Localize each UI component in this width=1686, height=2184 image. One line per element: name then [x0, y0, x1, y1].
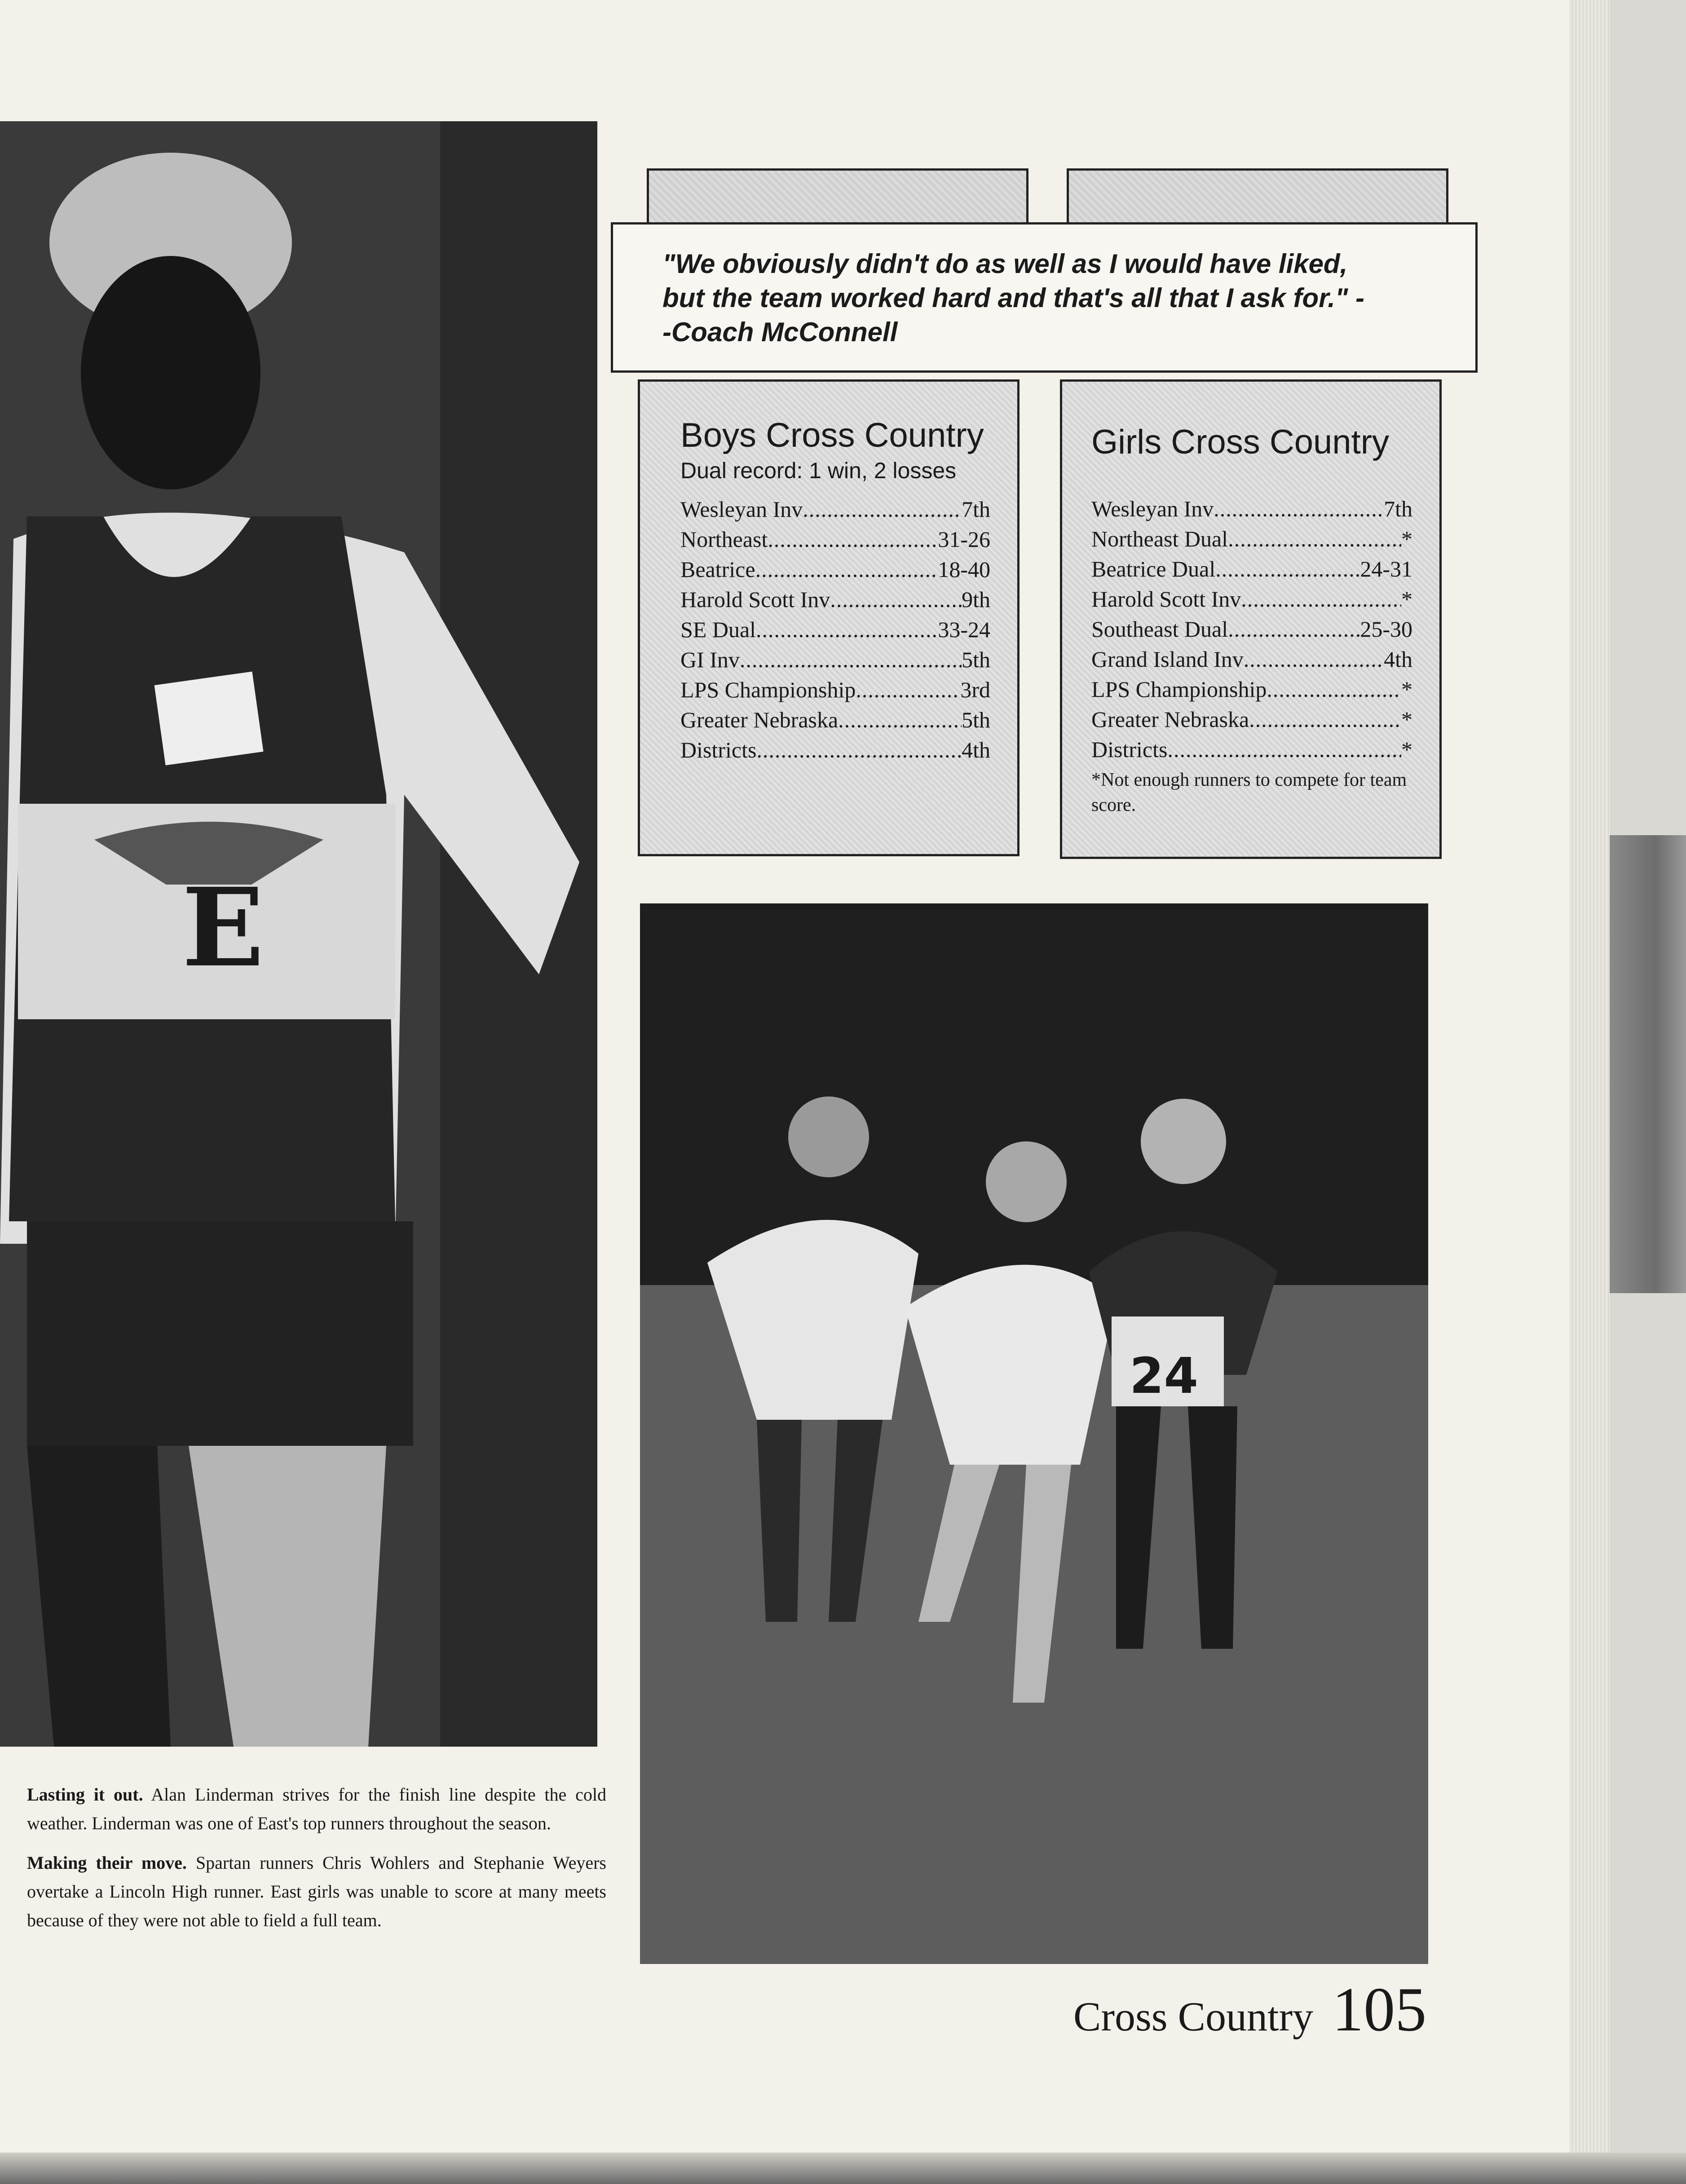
page-bottom-edge: [0, 2153, 1686, 2184]
result-row: [1091, 554, 1412, 584]
girls-runners-photo: [640, 903, 1428, 1964]
meet-name: LPS Championship: [1091, 677, 1267, 702]
leader-dots: [830, 585, 962, 615]
header-tab-left: [647, 168, 1028, 229]
leader-dots: [1267, 674, 1401, 705]
girls-results-title: Girls Cross Country: [1091, 423, 1389, 461]
meet-name: LPS Championship: [680, 677, 856, 702]
boys-results-title: Boys Cross Country: [680, 416, 984, 454]
meet-name: SE Dual: [680, 617, 756, 642]
runner-illustration: [0, 121, 597, 1747]
boys-results-box: [638, 379, 1020, 856]
leader-dots: [1244, 644, 1384, 674]
leader-dots: [1241, 584, 1401, 614]
meet-name: Grand Island Inv: [1091, 647, 1244, 672]
meet-result: 5th: [962, 707, 990, 732]
jersey-letter: E: [182, 864, 264, 991]
meet-result: 25-30: [1360, 616, 1412, 642]
boys-dual-record: Dual record: 1 win, 2 losses: [680, 458, 957, 483]
girls-results-list: [1091, 494, 1412, 765]
page-number: 105: [1332, 1975, 1427, 2044]
leader-dots: [838, 705, 962, 735]
meet-result: 18-40: [938, 557, 990, 582]
meet-result: 3rd: [960, 677, 990, 702]
meet-name: Greater Nebraska: [1091, 707, 1249, 732]
girls-runners-illustration: [640, 903, 1428, 1964]
meet-result: 4th: [962, 737, 990, 762]
boys-results-list: [680, 494, 990, 765]
leader-dots: [756, 615, 938, 645]
page-edges: [1569, 0, 1610, 2184]
meet-result: 4th: [1384, 647, 1412, 672]
meet-result: 9th: [962, 587, 990, 612]
coach-quote-box: [611, 222, 1478, 373]
meet-name: Beatrice Dual: [1091, 556, 1216, 581]
meet-name: Districts: [680, 737, 757, 762]
result-row: [680, 585, 990, 615]
result-row: [680, 645, 990, 675]
runner-bib-number: 24: [1130, 1347, 1199, 1405]
meet-name: Beatrice: [680, 557, 755, 582]
meet-result: *: [1401, 526, 1412, 551]
girls-results-box: [1060, 379, 1442, 859]
spine-light-band: [1610, 0, 1686, 835]
meet-name: Harold Scott Inv: [680, 587, 830, 612]
caption-lead: Making their move.: [27, 1853, 187, 1873]
meet-name: Northeast: [680, 527, 768, 552]
meet-result: 31-26: [938, 527, 990, 552]
spine-light-band: [1610, 1293, 1686, 2184]
meet-name: Greater Nebraska: [680, 707, 839, 732]
caption-text: Alan Linderman strives for the finish line despite the cold weather. Linderman was one of East's top runners throughout the season.: [27, 1784, 606, 1833]
result-row: [1091, 494, 1412, 524]
result-row: [1091, 674, 1412, 705]
result-row: [680, 615, 990, 645]
coach-quote: "We obviously didn't do as well as I would have liked, but the team worked hard and that's all that I ask for." - -Coach McConnell: [662, 249, 1364, 347]
result-row: [1091, 735, 1412, 765]
leader-dots: [1249, 705, 1401, 735]
leader-dots: [755, 555, 938, 585]
meet-result: *: [1401, 707, 1412, 732]
book-spine: [1610, 0, 1686, 2184]
result-row: [680, 555, 990, 585]
meet-name: GI Inv: [680, 647, 740, 672]
result-row: [1091, 644, 1412, 674]
leader-dots: [740, 645, 962, 675]
result-row: [680, 675, 990, 705]
leader-dots: [803, 494, 962, 524]
caption-runner: [27, 1780, 606, 1838]
meet-result: 33-24: [938, 617, 990, 642]
meet-name: Southeast Dual: [1091, 616, 1228, 642]
meet-name: Districts: [1091, 737, 1168, 762]
header-tab-right: [1067, 168, 1448, 229]
result-row: [680, 705, 990, 735]
meet-result: 24-31: [1360, 556, 1412, 581]
leader-dots: [1215, 554, 1360, 584]
meet-name: Northeast Dual: [1091, 526, 1228, 551]
leader-dots: [856, 675, 960, 705]
leader-dots: [1167, 735, 1401, 765]
result-row: [680, 735, 990, 765]
meet-result: 5th: [962, 647, 990, 672]
result-row: [680, 524, 990, 555]
leader-dots: [1228, 614, 1360, 644]
girls-footnote: *Not enough runners to compete for team score.: [1091, 770, 1407, 815]
result-row: [1091, 584, 1412, 614]
caption-lead: Lasting it out.: [27, 1784, 143, 1805]
result-row: [680, 494, 990, 524]
meet-result: 7th: [1384, 496, 1412, 521]
photo-captions: [27, 1780, 606, 1946]
meet-result: *: [1401, 586, 1412, 612]
leader-dots: [1228, 524, 1401, 554]
result-row: [1091, 705, 1412, 735]
leader-dots: [1214, 494, 1384, 524]
caption-girls: [27, 1849, 606, 1935]
meet-name: Harold Scott Inv: [1091, 586, 1241, 612]
leader-dots: [756, 735, 962, 765]
caption-text: Spartan runners Chris Wohlers and Stephanie Weyers overtake a Lincoln High runner. East girls was unable to score at many meets because of they were not able to field a full team.: [27, 1853, 607, 1930]
section-name: Cross Country: [1073, 1994, 1314, 2039]
meet-result: *: [1401, 677, 1412, 702]
meet-result: *: [1401, 737, 1412, 762]
meet-name: Wesleyan Inv: [680, 497, 803, 522]
meet-name: Wesleyan Inv: [1091, 496, 1214, 521]
result-row: [1091, 614, 1412, 644]
meet-result: 7th: [962, 497, 990, 522]
runner-photo: [0, 121, 597, 1747]
page-folio: [1073, 1973, 1427, 2044]
leader-dots: [768, 524, 938, 555]
result-row: [1091, 524, 1412, 554]
